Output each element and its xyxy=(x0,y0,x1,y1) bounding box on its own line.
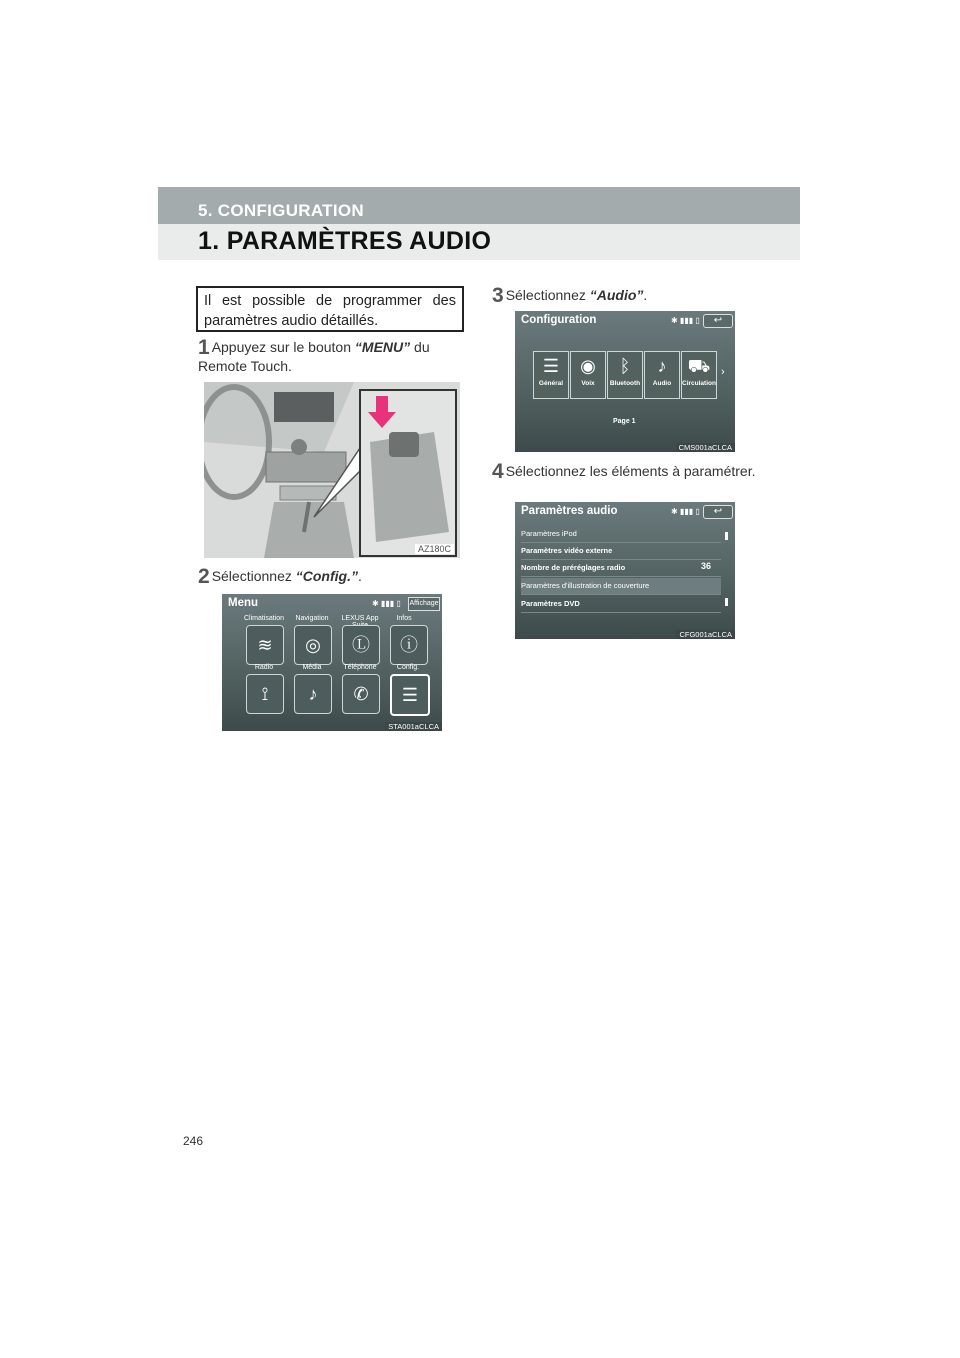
scrollbar-down[interactable] xyxy=(725,598,728,606)
scrollbar-up[interactable] xyxy=(725,532,728,540)
step-emphasis: “Config.” xyxy=(295,568,358,584)
section-label: 5. CONFIGURATION xyxy=(198,201,364,220)
audio-tile[interactable] xyxy=(644,351,680,399)
tile-label: Climatisation xyxy=(243,615,285,622)
screen-title: Configuration xyxy=(521,314,597,326)
traffic-icon: ⛟ xyxy=(687,356,711,376)
back-icon[interactable]: ↩ xyxy=(703,314,733,328)
step-text: . xyxy=(357,568,362,584)
figure-code: AZ180C xyxy=(415,544,454,554)
status-icons: ✱ ▮▮▮ ▯ xyxy=(671,507,700,516)
step-number: 3 xyxy=(492,284,504,307)
title-bar xyxy=(158,224,800,260)
affichage-button[interactable]: Affichage xyxy=(408,597,440,611)
tile-label: Téléphone xyxy=(343,664,377,671)
figure-code: CMS001aCLCA xyxy=(676,443,735,452)
screen-title: Paramètres audio xyxy=(521,505,618,517)
tile-label: Navigation xyxy=(295,615,329,622)
figure-code: STA001aCLCA xyxy=(385,722,442,731)
list-item[interactable]: Nombre de préréglages radio xyxy=(521,560,721,577)
tile-label: Circulation xyxy=(682,380,716,387)
list-item[interactable]: Paramètres iPod xyxy=(521,526,721,543)
tile-label: Infos xyxy=(396,615,412,622)
step-4 xyxy=(492,462,762,481)
step-2 xyxy=(198,567,464,586)
step-text: Appuyez sur le bouton xyxy=(211,339,355,355)
traffic-tile[interactable] xyxy=(681,351,717,399)
tile-label: Radio xyxy=(254,664,274,671)
step-number: 1 xyxy=(198,336,210,359)
general-icon: ☰ xyxy=(542,356,560,376)
audio-settings-screen xyxy=(515,502,735,639)
tile-label: Général xyxy=(538,380,564,387)
step-3 xyxy=(492,286,762,305)
step-text: Sélectionnez xyxy=(505,287,590,303)
media-icon[interactable]: ♪ xyxy=(294,674,332,714)
status-icons: ✱ ▮▮▮ ▯ xyxy=(372,599,401,608)
list-item[interactable]: Paramètres vidéo externe xyxy=(521,543,721,560)
back-icon[interactable]: ↩ xyxy=(703,505,733,519)
step-number: 2 xyxy=(198,565,210,588)
preset-value: 36 xyxy=(701,561,712,571)
tile-label: Média xyxy=(302,664,322,671)
config-icon[interactable]: ☰ xyxy=(390,674,430,716)
page-title: 1. PARAMÈTRES AUDIO xyxy=(198,227,492,255)
step-emphasis: “MENU” xyxy=(354,339,411,355)
dashboard-illustration xyxy=(204,382,460,558)
tile-label: Bluetooth xyxy=(609,380,641,387)
intro-box: Il est possible de programmer des paramètres audio détaillés. xyxy=(196,286,464,332)
audio-icon: ♪ xyxy=(657,356,667,376)
list-item[interactable]: Paramètres DVD xyxy=(521,596,721,613)
chevron-right-icon[interactable]: › xyxy=(721,366,725,378)
step-number: 4 xyxy=(492,460,504,483)
list-item[interactable]: Paramètres d'illustration de couverture xyxy=(521,578,721,595)
general-tile[interactable] xyxy=(533,351,569,399)
step-emphasis: “Audio” xyxy=(589,287,644,303)
step-text: Sélectionnez xyxy=(211,568,296,584)
tile-label: Voix xyxy=(581,380,595,387)
tile-label: Config. xyxy=(396,664,420,671)
voice-tile[interactable] xyxy=(570,351,606,399)
figure-code: CFG001aCLCA xyxy=(676,630,735,639)
voice-icon: ◉ xyxy=(580,356,596,376)
radio-icon[interactable]: ⟟ xyxy=(246,674,284,714)
screen-title: Menu xyxy=(228,597,259,609)
tile-label: LEXUS App xyxy=(341,615,379,622)
info-icon[interactable]: ⓘ xyxy=(390,625,428,665)
phone-icon[interactable]: ✆ xyxy=(342,674,380,714)
page-number: 246 xyxy=(183,1134,204,1148)
lexus-app-icon[interactable]: Ⓛ xyxy=(342,625,380,665)
bluetooth-tile[interactable] xyxy=(607,351,643,399)
step-text: du Remote Touch. xyxy=(198,339,430,374)
tile-label: Audio xyxy=(652,380,672,387)
section-header-bar xyxy=(158,187,800,224)
step-text: . xyxy=(643,287,648,303)
step-text: Sélectionnez les éléments à paramétrer. xyxy=(505,463,756,479)
status-icons: ✱ ▮▮▮ ▯ xyxy=(671,316,700,325)
bluetooth-icon: ᛒ xyxy=(619,356,631,376)
menu-screen xyxy=(222,594,442,731)
remote-touch-photo xyxy=(204,382,460,558)
page-indicator: Page 1 xyxy=(613,418,636,425)
step-1 xyxy=(198,338,464,376)
climate-icon[interactable]: ≋ xyxy=(246,625,284,665)
configuration-screen xyxy=(515,311,735,452)
navigation-icon[interactable]: ◎ xyxy=(294,625,332,665)
